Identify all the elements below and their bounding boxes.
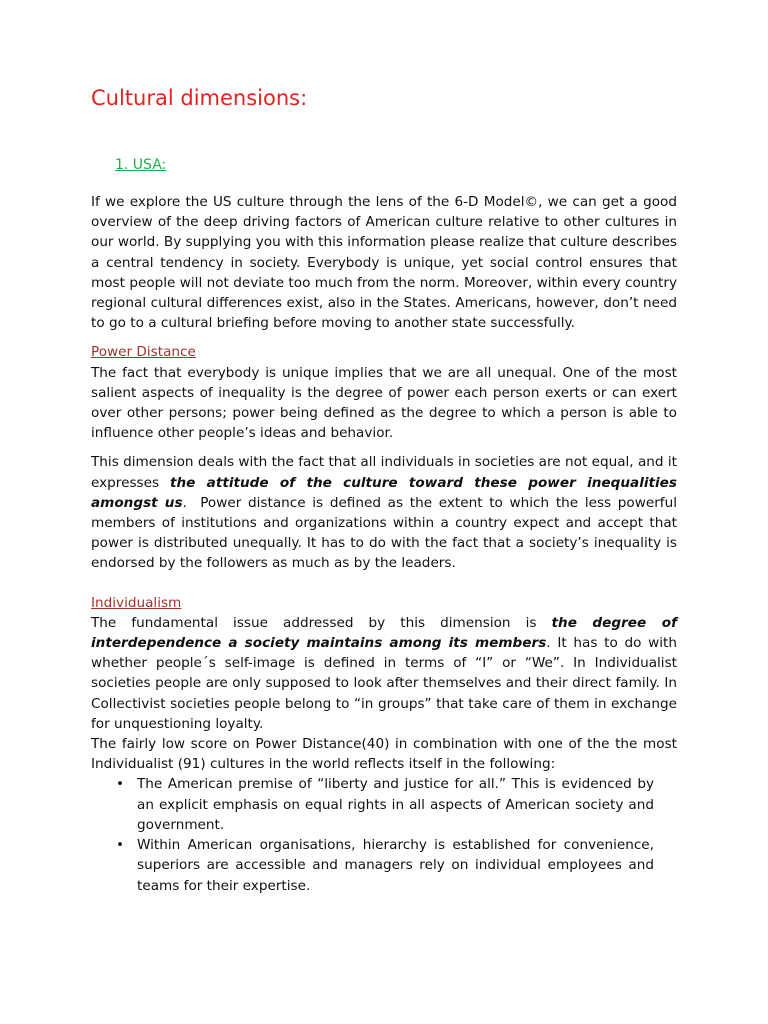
intro-paragraph: If we explore the US culture through the lens of the 6-D Model©, we can get a good overview of the deep driving factors of American culture relative to other cultures in our world. By supplying you with this information please realize that culture describes a central tendency in society. Everybody is unique, yet social control ensures that most people will not deviate too much from the norm. Moreover, within every country regional cultural differences exist, also in the States. Americans, however, don’t need to go to a cultural briefing before moving to another state successfully. [91,194,678,332]
individualism-paragraph-1 [91,613,677,734]
bullet-icon: • [116,776,125,793]
bullet-icon: • [116,837,125,854]
section-heading-usa: 1. USA: [115,157,167,173]
list-item [116,835,654,896]
individualism-p1-text-before: The fundamental issue addressed by this dimension is [91,614,552,631]
power-distance-paragraph-1: The fact that everybody is unique implies that we are all unequal. One of the most salient aspects of inequality is the degree of power each person exerts or can exert over other persons; power being defined as the degree to which a person is able to influence other people’s ideas and behavior. [91,364,677,442]
individualism-bullet-list [91,774,654,895]
power-distance-p2-emphasis: the attitude of the culture toward these power inequalities amongst us [91,474,677,511]
individualism-p1-text-after: . It has to do with whether people´s self-image is defined in terms of “I” or “We”. In Individualist societies people are only supposed to look after themselves and their direct family. In Collectivist societies people belong to “in groups” that take care of them in exchange for unquestioning loyalty. [91,635,677,732]
individualism-p1-emphasis: the degree of interdependence a society maintains among its members [91,614,677,652]
power-distance-p2-text-before: This dimension deals with the fact that all individuals in societies are not equal, and it expresses [91,454,677,491]
list-item [116,774,654,835]
individualism-heading: Individualism [91,594,182,611]
list-item-text: The American premise of “liberty and justice for all.” This is evidenced by an explicit emphasis on equal rights in all aspects of American society and government. [137,776,654,833]
individualism-paragraph-2: The fairly low score on Power Distance(40) in combination with one of the the most Individualist (91) cultures in the world reflects itself in the following: [91,736,677,773]
power-distance-paragraph-2 [91,452,677,573]
list-item-text: Within American organisations, hierarchy is established for convenience, superiors are accessible and managers rely on individual employees and teams for their expertise. [137,837,654,894]
document-body [91,192,677,896]
power-distance-p2-text-after: . Power distance is defined as the extent to which the less powerful members of institutions and organizations within a country expect and accept that power is distributed unequally. It has to do with the fact that a society’s inequality is endorsed by the followers as much as by the leaders. [91,494,677,572]
power-distance-heading: Power Distance [91,344,196,361]
page-title: Cultural dimensions: [91,86,308,110]
